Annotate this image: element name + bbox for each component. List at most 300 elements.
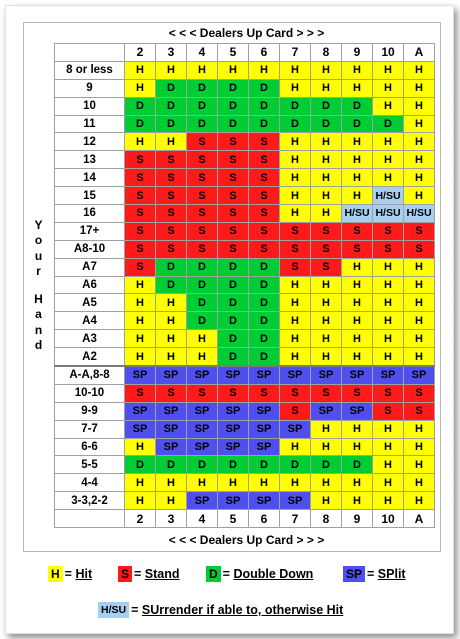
action-cell: H/SU [373,205,404,223]
action-cell: D [249,276,280,294]
action-cell: D [187,456,218,474]
hand-label: 12 [55,133,125,151]
action-cell: S [218,205,249,223]
your-hand-letter: a [35,307,42,321]
action-cell: H [280,187,311,205]
action-cell: S [218,187,249,205]
action-cell: S [187,222,218,240]
dealer-card-header: 4 [187,510,218,528]
action-cell: H [342,492,373,510]
action-cell: SP [249,420,280,438]
action-cell: H [125,474,156,492]
action-cell: S [249,222,280,240]
action-cell: H [311,169,342,187]
action-cell: SP [125,420,156,438]
action-cell: H [404,61,435,79]
action-cell: SP [187,420,218,438]
action-cell: H [125,492,156,510]
dealer-card-header: 8 [311,510,342,528]
action-cell: SP [187,366,218,384]
action-cell: SP [218,366,249,384]
action-cell: H [373,169,404,187]
action-cell: SP [249,438,280,456]
action-cell: H [404,187,435,205]
action-cell: H [404,438,435,456]
action-cell: D [218,312,249,330]
action-cell: D [156,276,187,294]
action-cell: D [218,79,249,97]
dealer-card-header: 2 [125,510,156,528]
action-cell: H [404,115,435,133]
legend-split-text: SPlit [377,567,406,581]
action-cell: H [280,169,311,187]
action-cell: H [342,348,373,366]
action-cell: H [125,61,156,79]
action-cell: H [342,438,373,456]
dealer-card-header: A [404,510,435,528]
action-cell: S [249,151,280,169]
action-cell: SP [125,402,156,420]
hand-label: 4-4 [55,474,125,492]
action-cell: SP [187,402,218,420]
action-cell: SP [125,366,156,384]
dealer-card-header: A [404,44,435,62]
action-cell: H [373,97,404,115]
action-cell: H [311,61,342,79]
action-cell: S [125,222,156,240]
action-cell: H [342,312,373,330]
action-cell: H [404,312,435,330]
action-cell: H [311,276,342,294]
action-cell: S [280,384,311,402]
action-cell: D [249,79,280,97]
hand-label: 5-5 [55,456,125,474]
action-cell: SP [311,366,342,384]
action-cell: D [249,115,280,133]
action-cell: H [342,61,373,79]
action-cell: S [373,402,404,420]
action-cell: D [187,294,218,312]
action-cell: SP [342,402,373,420]
action-cell: H [373,474,404,492]
hand-row [55,79,435,97]
action-cell: H [342,330,373,348]
action-cell: D [311,115,342,133]
action-cell: H [342,276,373,294]
your-hand-letter: Y [34,217,43,232]
action-cell: H [373,438,404,456]
your-hand-letter: H [34,291,43,306]
action-cell: S [187,151,218,169]
action-cell: H [280,205,311,223]
dealer-card-header: 3 [156,44,187,62]
action-cell: H [404,330,435,348]
action-cell: H [156,133,187,151]
action-cell: H [280,79,311,97]
strategy-chart [23,22,441,552]
action-cell: H [156,348,187,366]
dealer-card-header: 5 [218,44,249,62]
action-cell: S [156,222,187,240]
dealer-card-header: 6 [249,510,280,528]
action-cell: SP [342,366,373,384]
action-cell: S [342,222,373,240]
action-cell: H [156,492,187,510]
action-cell: H [404,97,435,115]
action-cell: D [280,97,311,115]
hand-row [55,222,435,240]
hand-row [55,258,435,276]
hand-label: 8 or less [55,61,125,79]
action-cell: S [187,187,218,205]
hand-label: 11 [55,115,125,133]
hand-row [55,276,435,294]
hand-row [55,348,435,366]
dealer-card-header: 10 [373,44,404,62]
action-cell: H [187,348,218,366]
action-cell: H [311,133,342,151]
action-cell: H [280,312,311,330]
action-cell: SP [218,402,249,420]
action-cell: H [311,348,342,366]
action-cell: H [187,61,218,79]
action-cell: D [280,456,311,474]
action-cell: H [218,61,249,79]
action-cell: S [156,205,187,223]
action-cell: H [373,258,404,276]
action-cell: S [218,133,249,151]
action-cell: S [311,384,342,402]
action-cell: D [249,258,280,276]
action-cell: S [311,222,342,240]
dealer-card-row-bottom [55,510,435,528]
hand-row [55,133,435,151]
action-cell: H [342,187,373,205]
action-cell: S [280,222,311,240]
dealer-card-header: 9 [342,510,373,528]
dealer-card-header: 10 [373,510,404,528]
action-cell: D [311,97,342,115]
action-cell: H [280,61,311,79]
action-cell: S [404,222,435,240]
hand-label: A4 [55,312,125,330]
legend-stand-swatch: S [118,566,132,582]
dealer-card-header: 4 [187,44,218,62]
dealer-card-header: 8 [311,44,342,62]
dealer-card-header: 6 [249,44,280,62]
action-cell: S [218,169,249,187]
action-cell: H [373,294,404,312]
action-cell: H [404,474,435,492]
action-cell: D [342,456,373,474]
legend-split: SP = SPlit [343,566,406,582]
action-cell: H [311,492,342,510]
dealer-card-header: 7 [280,510,311,528]
action-cell: D [249,312,280,330]
action-cell: H [311,151,342,169]
action-cell: SP [156,402,187,420]
hand-row [55,61,435,79]
legend-hit: H = Hit [48,566,92,582]
action-cell: D [187,97,218,115]
action-cell: H [280,276,311,294]
action-cell: H [218,474,249,492]
action-cell: H [125,133,156,151]
action-cell: S [373,240,404,258]
your-hand-letter: r [36,264,41,278]
action-cell: D [125,115,156,133]
action-cell: D [156,456,187,474]
action-cell: D [218,294,249,312]
action-cell: H [404,258,435,276]
hand-label: 14 [55,169,125,187]
action-cell: H [125,79,156,97]
legend-surrender-swatch: H/SU [98,602,129,618]
action-cell: S [125,258,156,276]
your-hand-letter: n [34,322,43,337]
action-cell: H [125,294,156,312]
action-cell: H [311,79,342,97]
action-cell: D [218,258,249,276]
action-cell: H [342,133,373,151]
hand-row [55,240,435,258]
action-cell: S [342,384,373,402]
hand-row [55,384,435,402]
hand-row [55,330,435,348]
action-cell: H [404,456,435,474]
action-cell: SP [156,438,187,456]
action-cell: H [311,205,342,223]
action-cell: SP [404,366,435,384]
action-cell: H [373,79,404,97]
action-cell: D [187,276,218,294]
action-cell: S [249,205,280,223]
action-cell: H [373,330,404,348]
hand-row [55,151,435,169]
action-cell: S [156,187,187,205]
hand-row [55,438,435,456]
action-cell: SP [218,420,249,438]
action-cell: D [125,97,156,115]
dealer-card-row-top [55,44,435,62]
action-cell: H [311,312,342,330]
hand-row [55,294,435,312]
action-cell: H [156,330,187,348]
action-cell: S [249,169,280,187]
hand-label: 3-3,2-2 [55,492,125,510]
action-cell: H [280,133,311,151]
hand-label: 16 [55,205,125,223]
action-cell: S [280,258,311,276]
action-cell: S [125,151,156,169]
action-cell: H [156,474,187,492]
action-cell: SP [311,402,342,420]
action-cell: S [404,384,435,402]
action-cell: SP [218,438,249,456]
action-cell: S [156,384,187,402]
dealer-up-card-header: < < < Dealers Up Card > > > [54,24,439,42]
action-cell: S [249,133,280,151]
hand-label: 15 [55,187,125,205]
action-cell: H [373,312,404,330]
action-cell: H [249,61,280,79]
action-cell: H [125,312,156,330]
action-cell: D [342,97,373,115]
action-cell: D [187,312,218,330]
hand-label: A3 [55,330,125,348]
hand-label: 9-9 [55,402,125,420]
action-cell: H [311,187,342,205]
action-cell: D [187,258,218,276]
legend-stand-text: Stand [144,567,180,581]
hand-label: 10 [55,97,125,115]
legend-double: D = Double Down [206,566,313,582]
dealer-card-header: 2 [125,44,156,62]
dealer-card-header: 7 [280,44,311,62]
action-cell: SP [156,420,187,438]
hand-label: 9 [55,79,125,97]
action-cell: SP [280,420,311,438]
action-cell: S [218,384,249,402]
action-cell: H [404,420,435,438]
action-cell: S [156,169,187,187]
action-cell: D [280,115,311,133]
action-cell: H [373,492,404,510]
action-cell: S [342,240,373,258]
action-cell: D [342,115,373,133]
hand-row [55,366,435,384]
legend-stand: S = Stand [118,566,180,582]
action-cell: D [218,115,249,133]
action-cell: H [404,492,435,510]
action-cell: D [156,258,187,276]
action-cell: S [373,384,404,402]
action-cell: S [404,402,435,420]
your-hand-letter: u [34,248,43,263]
action-cell: S [218,240,249,258]
action-cell: H [280,330,311,348]
action-cell: S [280,402,311,420]
action-cell: H [373,133,404,151]
action-cell: S [249,384,280,402]
legend-hit-text: Hit [75,567,93,581]
action-cell: H [249,474,280,492]
action-cell: S [187,384,218,402]
action-cell: H [156,294,187,312]
action-cell: D [249,348,280,366]
action-cell: D [156,79,187,97]
action-cell: H [404,79,435,97]
legend-double-text: Double Down [233,567,314,581]
hand-label: A8-10 [55,240,125,258]
action-cell: H [404,294,435,312]
hand-row [55,187,435,205]
action-cell: SP [187,438,218,456]
hand-row [55,456,435,474]
action-cell: H [311,420,342,438]
dealer-card-header: 3 [156,510,187,528]
action-cell: H/SU [342,205,373,223]
action-cell: H [156,312,187,330]
action-cell: H [342,151,373,169]
action-cell: S [187,133,218,151]
action-cell: SP [249,492,280,510]
action-cell: SP [156,366,187,384]
hand-label: 6-6 [55,438,125,456]
hand-label: 13 [55,151,125,169]
action-cell: H [311,438,342,456]
action-cell: S [311,258,342,276]
action-cell: H/SU [404,205,435,223]
action-cell: S [187,169,218,187]
hand-row [55,205,435,223]
action-cell: H [311,474,342,492]
action-cell: H [342,169,373,187]
action-cell: D [373,115,404,133]
your-hand-letter: o [34,233,43,247]
action-cell: H [373,276,404,294]
action-cell: S [125,384,156,402]
action-cell: H [187,474,218,492]
action-cell: D [311,456,342,474]
legend-hit-swatch: H [48,566,63,582]
action-cell: SP [218,492,249,510]
action-cell: H [125,438,156,456]
action-cell: D [218,97,249,115]
action-cell: S [125,240,156,258]
hand-row [55,115,435,133]
hand-label: A5 [55,294,125,312]
action-cell: D [218,456,249,474]
legend-surrender-text: SUrrender if able to, otherwise Hit [141,603,344,617]
action-cell: S [404,240,435,258]
hand-label: A2 [55,348,125,366]
action-cell: H [404,133,435,151]
action-cell: H [342,79,373,97]
action-cell: S [156,240,187,258]
action-cell: S [125,187,156,205]
hand-row [55,474,435,492]
hand-row [55,312,435,330]
action-cell: S [249,240,280,258]
legend-split-swatch: SP [343,566,365,582]
action-cell: H [342,258,373,276]
action-cell: H [342,474,373,492]
legend-surrender: H/SU = SUrrender if able to, otherwise Hit [98,602,343,618]
action-cell: S [125,169,156,187]
action-cell: S [187,240,218,258]
dealer-card-header: 9 [342,44,373,62]
action-cell: H [280,474,311,492]
hand-label: A7 [55,258,125,276]
action-cell: S [187,205,218,223]
action-cell: SP [249,366,280,384]
action-cell: D [125,456,156,474]
hand-label: 17+ [55,222,125,240]
action-cell: S [280,240,311,258]
action-cell: H [373,456,404,474]
action-cell: S [218,151,249,169]
action-cell: H [404,276,435,294]
action-cell: H [373,420,404,438]
action-cell: SP [280,492,311,510]
action-cell: S [125,205,156,223]
action-cell: H [373,61,404,79]
action-cell: H [404,169,435,187]
action-cell: H [187,330,218,348]
action-cell: H [125,348,156,366]
action-cell: D [249,294,280,312]
